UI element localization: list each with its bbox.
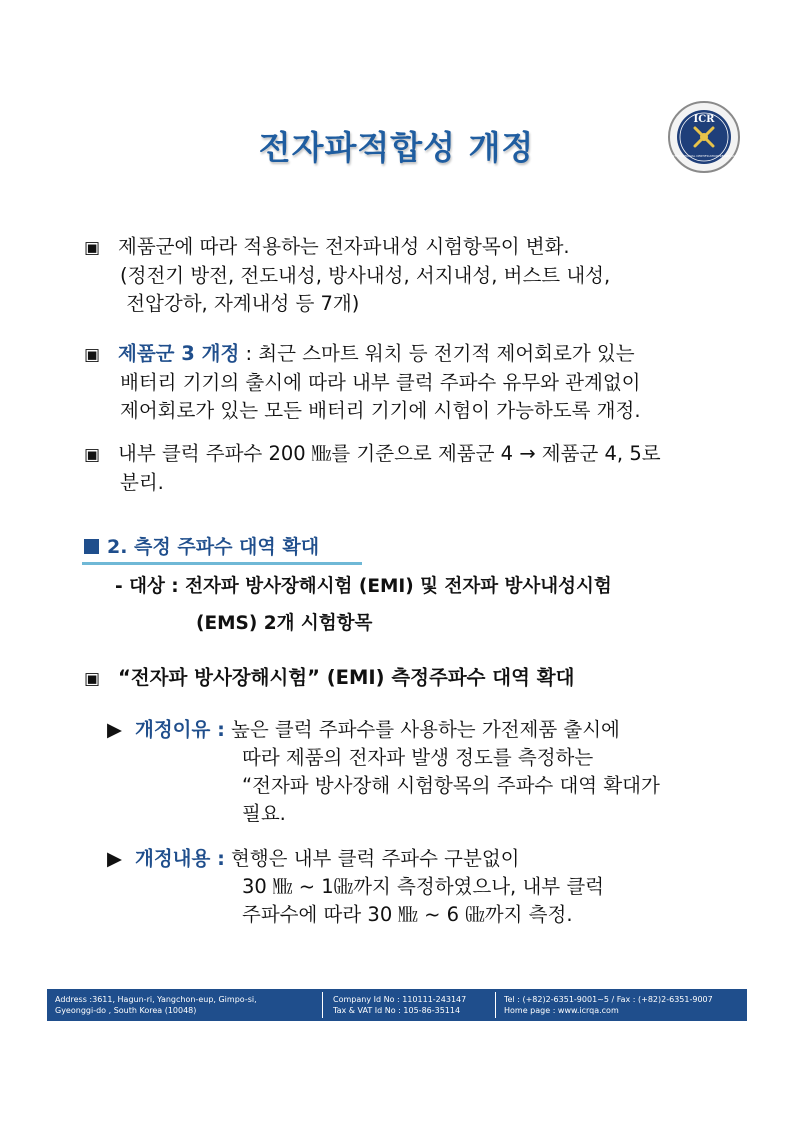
item-content-line-1: 현행은 내부 클럭 주파수 구분없이: [231, 847, 520, 870]
footer-homepage: Home page : www.icrqa.com: [504, 1006, 619, 1015]
bullet-2-line-3: 제어회로가 있는 모든 배터리 기기에 시험이 가능하도록 개정.: [120, 399, 641, 422]
bullet-marker: ▣: [84, 445, 101, 465]
bullet-2-highlight: 제품군 3 개정: [118, 342, 240, 365]
arrow-icon: ▶: [107, 847, 122, 870]
bullet-1-line-2: (정전기 방전, 전도내성, 방사내성, 서지내성, 버스트 내성,: [120, 264, 611, 287]
section-square-icon: [84, 539, 99, 554]
item-reason-line-3: “전자파 방사장해 시험항목의 주파수 대역 확대가: [242, 774, 660, 797]
footer-company-id: Company Id No : 110111-243147: [333, 995, 467, 1004]
footer-address-2: Gyeonggi-do , South Korea (10048): [55, 1006, 197, 1015]
bullet-2-line-1: : 최근 스마트 워치 등 전기적 제어회로가 있는: [239, 342, 635, 365]
target-line-1: - 대상 : 전자파 방사장해시험 (EMI) 및 전자파 방사내성시험: [115, 576, 612, 597]
item-reason-line-2: 따라 제품의 전자파 발생 정도를 측정하는: [242, 746, 594, 769]
target-line-2: (EMS) 2개 시험항목: [196, 613, 373, 634]
bullet-1-line-1: 제품군에 따라 적용하는 전자파내성 시험항목이 변화.: [118, 235, 570, 258]
footer-address-1: Address :3611, Hagun-ri, Yangchon-eup, Gimpo-si,: [55, 995, 257, 1004]
footer-tax-id: Tax & VAT Id No : 105-86-35114: [333, 1006, 461, 1015]
section-2-heading: [84, 532, 319, 559]
item-content-line-3: 주파수에 따라 30 ㎒ ~ 6 ㎓까지 측정.: [242, 903, 573, 926]
emi-heading-row: [84, 664, 574, 693]
bullet-3: [84, 440, 661, 497]
bullet-2-line-2: 배터리 기기의 출시에 따라 내부 클럭 주파수 유무와 관계없이: [120, 371, 641, 394]
footer-divider: [495, 992, 496, 1018]
bullet-2: [84, 340, 641, 425]
section-underline: [82, 562, 362, 565]
item-content-line-2: 30 ㎒ ~ 1㎓까지 측정하였으나, 내부 클럭: [242, 875, 604, 898]
icr-logo: [667, 100, 741, 174]
bullet-3-line-2: 분리.: [120, 471, 164, 494]
item-reason-label: 개정이유 :: [135, 718, 225, 741]
bullet-3-line-1: 내부 클럭 주파수 200 ㎒를 기준으로 제품군 4 → 제품군 4, 5로: [118, 442, 661, 465]
page-title: 전자파적합성 개정: [258, 128, 535, 167]
arrow-icon: ▶: [107, 718, 122, 741]
footer-divider: [322, 992, 323, 1018]
bullet-marker: ▣: [84, 345, 101, 365]
footer: [47, 989, 747, 1021]
logo-subtext: INTERNATIONAL CERTIFICATION REGISTRAR: [671, 154, 737, 158]
item-reason: [107, 716, 660, 828]
bullet-marker: ▣: [84, 669, 101, 689]
item-reason-line-1: 높은 클럭 주파수를 사용하는 가전제품 출시에: [231, 718, 620, 741]
footer-tel-fax: Tel : (+82)2-6351-9001~5 / Fax : (+82)2-6351-9007: [504, 995, 713, 1004]
bullet-1-line-3: 전압강하, 자계내성 등 7개): [120, 292, 360, 315]
emi-heading: “전자파 방사장해시험” (EMI) 측정주파수 대역 확대: [118, 666, 575, 689]
bullet-marker: ▣: [84, 238, 101, 258]
item-content-label: 개정내용 :: [135, 847, 225, 870]
item-reason-line-4: 필요.: [242, 802, 286, 825]
section-2-title: 2. 측정 주파수 대역 확대: [107, 536, 320, 558]
logo-text: ICR: [693, 114, 715, 125]
item-content: [107, 845, 604, 929]
bullet-1: [84, 233, 610, 318]
